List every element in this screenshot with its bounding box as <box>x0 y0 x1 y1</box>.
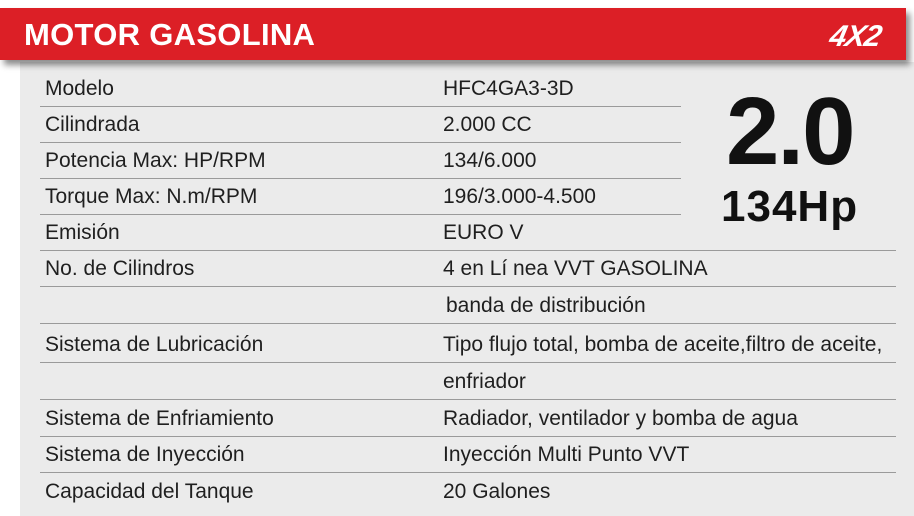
row-divider <box>40 362 896 363</box>
section-header <box>0 8 906 60</box>
spec-row <box>20 437 896 473</box>
spec-row <box>20 474 896 510</box>
spec-value: 20 Galones <box>443 480 551 503</box>
spec-label: Sistema de Enfriamiento <box>45 407 274 430</box>
spec-value: 2.000 CC <box>443 113 532 136</box>
spec-value: Tipo flujo total, bomba de aceite,filtro de aceite, <box>443 333 883 356</box>
spec-value: 196/3.000-4.500 <box>443 185 596 208</box>
row-divider <box>40 399 896 400</box>
spec-row <box>20 179 681 215</box>
spec-value: Inyección Multi Punto VVT <box>443 443 690 466</box>
spec-row <box>20 288 896 324</box>
spec-value: EURO V <box>443 221 524 244</box>
spec-row <box>20 401 896 437</box>
spec-label: Modelo <box>45 77 114 100</box>
power-highlight: 134Hp <box>721 182 859 231</box>
spec-value: 4 en Lí nea VVT GASOLINA <box>443 257 708 280</box>
spec-row <box>20 364 896 400</box>
spec-row <box>20 143 681 179</box>
spec-label: Potencia Max: HP/RPM <box>45 149 266 172</box>
spec-value: enfriador <box>443 370 526 393</box>
section-title: MOTOR GASOLINA <box>24 17 316 52</box>
spec-value: 134/6.000 <box>443 149 537 172</box>
spec-value: HFC4GA3-3D <box>443 77 574 100</box>
spec-row <box>20 107 681 143</box>
spec-label: Emisión <box>45 221 120 244</box>
drive-badge: 4X2 <box>826 20 884 53</box>
spec-label: No. de Cilindros <box>45 257 195 280</box>
spec-row <box>20 71 681 107</box>
spec-value: Radiador, ventilador y bomba de agua <box>443 407 798 430</box>
spec-value: banda de distribución <box>446 294 646 317</box>
row-divider <box>40 323 896 324</box>
displacement-highlight: 2.0 <box>726 78 854 185</box>
spec-label: Sistema de Lubricación <box>45 333 264 356</box>
spec-row <box>20 327 896 363</box>
spec-row <box>20 251 896 287</box>
row-divider <box>40 286 896 287</box>
spec-label: Torque Max: N.m/RPM <box>45 185 258 208</box>
spec-label: Capacidad del Tanque <box>45 480 254 503</box>
spec-label: Cilindrada <box>45 113 140 136</box>
spec-label: Sistema de Inyección <box>45 443 245 466</box>
row-divider <box>40 472 896 473</box>
